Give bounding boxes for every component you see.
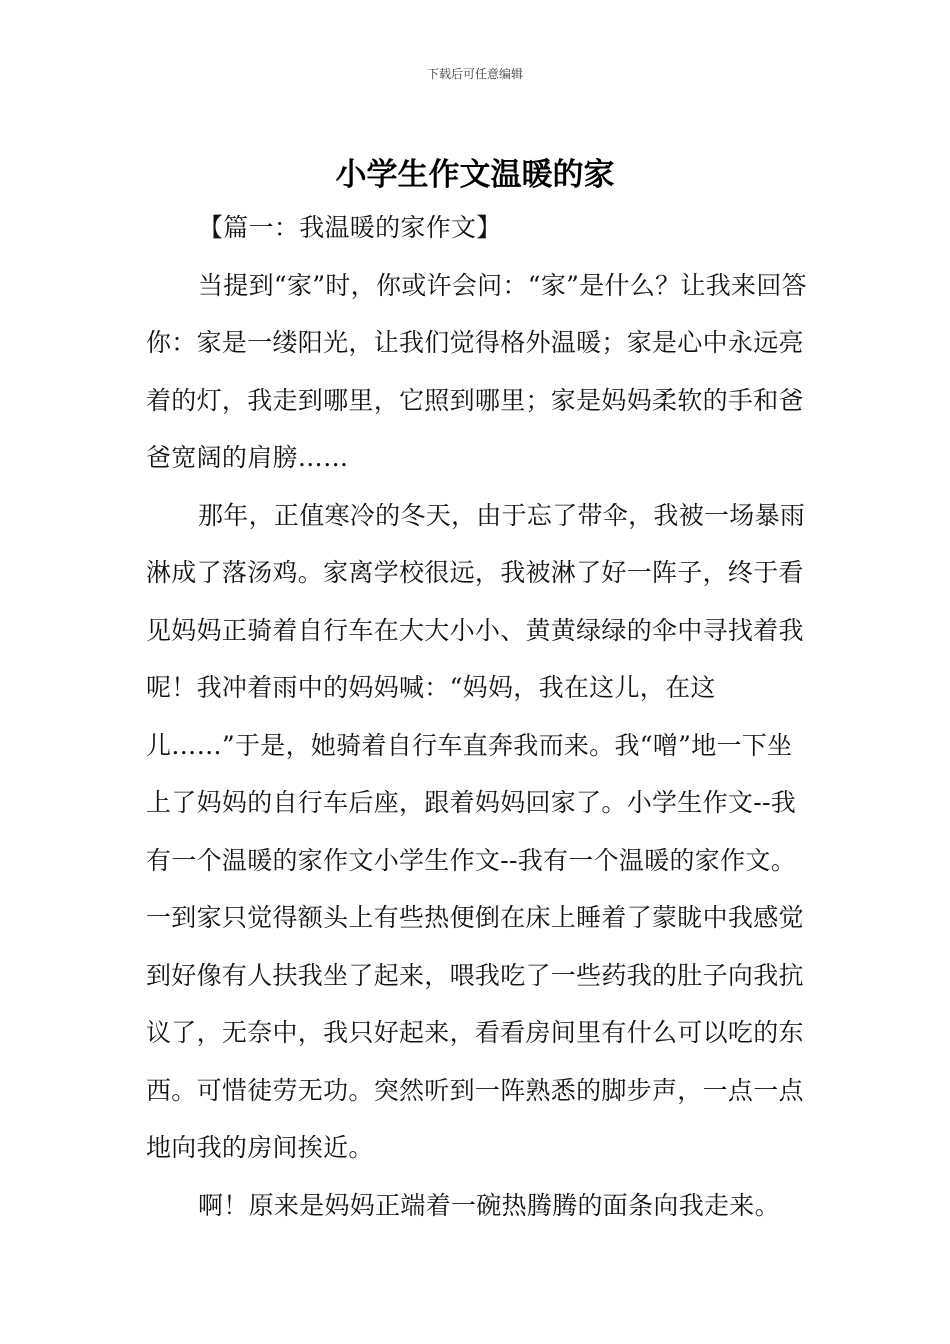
paragraph: 那年，正值寒冷的冬天，由于忘了带伞，我被一场暴雨淋成了落汤鸡。家离学校很远，我被淋了好一阵子，终于看见妈妈正骑着自行车在大大小小、黄黄绿绿的伞中寻找着我呢！我冲着雨中的妈妈喊：“妈妈，我在这儿，在这儿……”于是，她骑着自行车直奔我而来。我“噌”地一下坐上了妈妈的自行车后座，跟着妈妈回家了。小学生作文--我有一个温暖的家作文小学生作文--我有一个温暖的家作文。一到家只觉得额头上有些热便倒在床上睡着了蒙眬中我感觉到好像有人扶我坐了起来，喂我吃了一些药我的肚子向我抗议了，无奈中，我只好起来，看看房间里有什么可以吃的东西。可惜徒劳无功。突然听到一阵熟悉的脚步声，一点一点地向我的房间挨近。	[146, 500, 806, 1162]
section-heading: 【篇一：我温暖的家作文】	[198, 213, 502, 242]
header-note: 下载后可任意编辑	[426, 67, 523, 81]
document-title: 小学生作文温暖的家	[335, 156, 615, 193]
document-body	[146, 199, 810, 1234]
paragraph: 啊！原来是妈妈正端着一碗热腾腾的面条向我走来。	[198, 1190, 780, 1220]
paragraph: 当提到“家”时，你或许会问：“家”是什么？让我来回答你：家是一缕阳光，让我们觉得格外温暖；家是心中永远亮着的灯，我走到哪里，它照到哪里；家是妈妈柔软的手和爸爸宽阔的肩膀……	[146, 270, 807, 472]
